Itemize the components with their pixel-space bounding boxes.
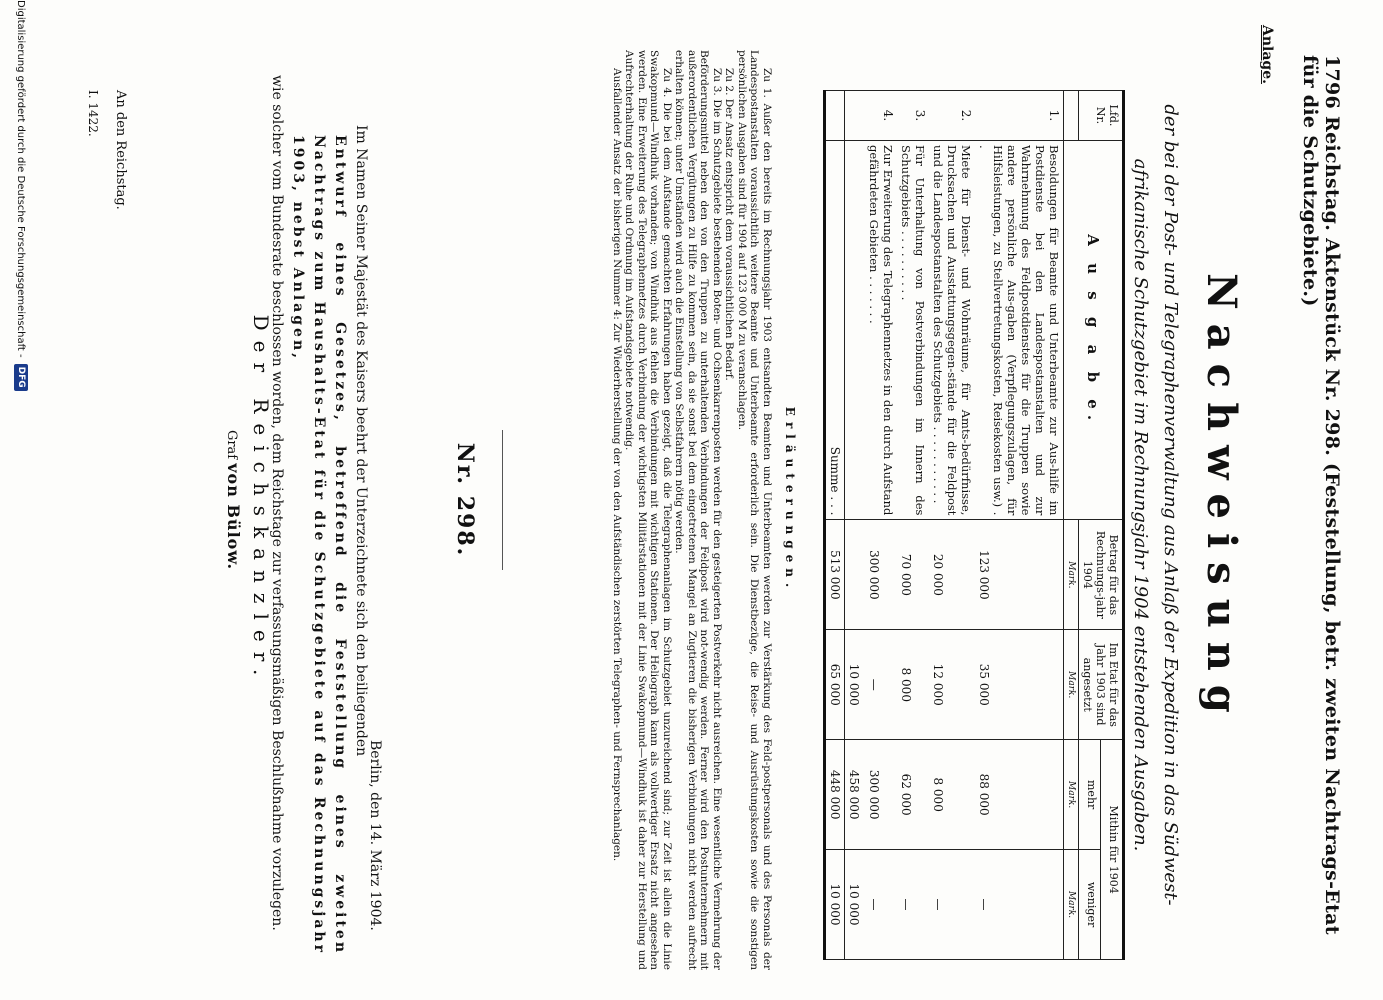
table-row	[929, 91, 975, 960]
erlaeuterung-paragraph: Zu 4. Die bei dem Aufstande gemachten Erfahrungen haben gezeigt, daß die Telegraphenanlagen im Schutzgebiet unzureichend sind; zur Zeit ist allein die Linie Swakopmund—Windhuk vorhanden; von Windhuk aus fehlen die Verbindungen mit wichtigen Stationen. Der Heliograph kann als vollwertiger Ersatz nicht angesehen werden. Eine Erweiterung des Telegraphennetzes durch Verbindung der wichtigsten Militärstationen mit der Linie Swakopmund—Windhuk ist daher zur Herstellung und Aufrechterhaltung der Ruhe und Ordnung im Aufstandsgebiete notwendig.	[623, 50, 673, 970]
row-weniger: —	[865, 850, 897, 960]
subtotal-mehr: 458 000	[845, 740, 866, 850]
place-date: Berlin, den 14. März 1904.	[367, 740, 383, 931]
row-betrag: 123 000	[975, 520, 1064, 630]
unit-label	[1064, 91, 1079, 141]
letter-paragraph: wie solcher vom Bundesrate beschlossen worden, dem Reichstage zur verfassungsmäßigen Beschlußnahme vorzulegen.	[269, 75, 285, 931]
col-header-mithin: Mithin für 1904	[1100, 740, 1123, 960]
sum-etat: 65 000	[825, 630, 845, 740]
empty-cell	[845, 140, 866, 519]
row-weniger: —	[929, 850, 975, 960]
row-weniger: —	[897, 850, 929, 960]
file-reference: I. 1422.	[86, 90, 100, 137]
table-row	[897, 91, 929, 960]
empty-cell	[845, 520, 866, 630]
document-subtitle: der bei der Post- und Telegraphenverwaltung aus Anlaß der Expedition in das Südwest-afrikanische Schutzgebiet im Rechnungsjahr 1904 entstehenden Ausgaben.	[1130, 104, 1181, 906]
row-number: 4.	[865, 91, 897, 141]
dfg-logo-icon: DFG	[14, 364, 28, 391]
subtotal-row	[845, 91, 866, 960]
table-row	[865, 91, 897, 960]
row-description: Für Unterhaltung von Postverbindungen im Innern des Schutzgebiets . . . . . . . . . .	[897, 140, 929, 519]
row-mehr: 8 000	[929, 740, 975, 850]
section-divider	[502, 430, 503, 570]
letter-paragraph: Entwurf eines Gesetzes, betreffend die Feststellung eines zweiten Nachtrags zum Haushalts-Etat für die Schutzgebiete auf das Rechnungsjahr 1903, nebst Anlagen,	[290, 135, 348, 955]
sum-weniger: 10 000	[825, 850, 845, 960]
signature	[224, 0, 243, 1000]
digitization-credit	[14, 0, 28, 1000]
col-header-etat: Im Etat für das Jahr 1903 sind angesetzt	[1079, 630, 1124, 740]
row-mehr: 300 000	[865, 740, 897, 850]
running-header: 1796 Reichstag. Aktenstück Nr. 298. (Feststellung, betr. zweiten Nachtrags-Etat für die Schutzgebiete.)	[1299, 55, 1343, 935]
letter-body	[266, 75, 371, 955]
anlage-label: Anlage.	[1259, 25, 1275, 85]
unit-label: Mark.	[1064, 630, 1079, 740]
credit-text: Digitalisierung gefördert durch die Deutsche Forschungsgemeinschaft -	[15, 0, 27, 358]
document-number: Nr. 298.	[452, 442, 478, 558]
row-description: Miete für Dienst- und Wohnräume, für Amts-bedürfnisse, Drucksachen und Ausstattungsgegen-stände für die Feldpost und die Landespostanstalten des Schutzgebiets . . . . . . . . . . .	[929, 140, 975, 519]
subtotal-weniger: 10 000	[845, 850, 866, 960]
unit-label: Mark.	[1064, 850, 1079, 960]
subtotal-etat: 10 000	[845, 630, 866, 740]
sum-mehr: 448 000	[825, 740, 845, 850]
reichskanzler-title: Der Reichskanzler.	[249, 314, 273, 686]
row-etat: 8 000	[897, 630, 929, 740]
row-number: 2.	[929, 91, 975, 141]
erlaeuterung-paragraph: Zu 1. Außer den bereits im Rechnungsjahr 1903 entsandten Beamten und Unterbeamten werden zur Verstärkung des Feld-postpersonals und des Personals der Landespostanstalten voraussichtlich weitere Beamte und Unterbeamte erforderlich sein. Die Dienstbezüge, die Reise- und Ausrüstungskosten sowie die sonstigen persönlichen Ausgaben sind für 1904 auf 123 000 M zu veranschlagen.	[736, 50, 773, 970]
sum-label: Summe . . .	[825, 140, 845, 519]
addressee: An den Reichstag.	[113, 90, 128, 210]
row-number: 3.	[897, 91, 929, 141]
sum-row	[825, 91, 845, 960]
signature-name: von Bülow.	[224, 463, 243, 571]
col-header-weniger: weniger	[1079, 850, 1101, 960]
col-header-mehr: mehr	[1079, 740, 1101, 850]
signature-prefix: Graf	[224, 429, 239, 460]
row-mehr: 62 000	[897, 740, 929, 850]
col-header-betrag: Betrag für das Rechnungs-jahr 1904	[1079, 520, 1124, 630]
row-betrag: 70 000	[897, 520, 929, 630]
document-title: Nachweisung	[1198, 273, 1245, 727]
erlaeuterung-paragraph: Ausfallender Ansatz der bisherigen Nummer 4: Zur Wiederherstellung der von den Aufständischen zerstörten Telegraphen- und Fernsprechanlagen.	[611, 68, 623, 862]
erlaeuterungen-body	[611, 50, 774, 970]
row-weniger: —	[975, 850, 1064, 960]
empty-cell	[825, 91, 845, 141]
unit-label: Mark.	[1064, 740, 1079, 850]
unit-label: Mark.	[1064, 520, 1079, 630]
col-header-ausgabe: A u s g a b e.	[1064, 140, 1124, 519]
row-description: Besoldungen für Beamte und Unterbeamte zur Aus-hilfe im Postdienste bei den Landespostanstalten und zur Wahrnehmung des Feldpostdienstes für die Truppen sowie andere persönliche Aus-gaben (Verpflegungszulagen, für Hilfsleistungen, zu Stellvertretungskosten, Reisekosten usw.) . .	[975, 140, 1064, 519]
row-etat: 35 000	[975, 630, 1064, 740]
sum-betrag: 513 000	[825, 520, 845, 630]
erlaeuterung-paragraph: Zu 2. Der Ansatz entspricht dem voraussichtlichen Bedarf.	[723, 68, 736, 381]
col-header-lfd: Lfd. Nr.	[1079, 91, 1124, 141]
empty-cell	[845, 91, 866, 141]
row-description: Zur Erweiterung des Telegraphennetzes in den durch Aufstand gefährdeten Gebieten . . . . . . .	[865, 140, 897, 519]
row-number: 1.	[975, 91, 1064, 141]
letter-paragraph: Im Namen Seiner Majestät des Kaisers beehrt der Unterzeichnete sich den beiliegenden	[353, 125, 369, 757]
row-betrag: 20 000	[929, 520, 975, 630]
row-etat: —	[865, 630, 897, 740]
row-betrag: 300 000	[865, 520, 897, 630]
row-etat: 12 000	[929, 630, 975, 740]
table-row	[975, 91, 1064, 960]
erlaeuterungen-title: Erläuterungen.	[783, 406, 797, 594]
erlaeuterung-paragraph: Zu 3. Die im Schutzgebiete bestehenden Boten- und Ochsenkarrenposten werden für den gesteigerten Postverkehr nicht ausreichen. Eine wesentliche Vermehrung der Beförderungsmittel neben den von den Truppen zu unterhaltenden Verbindungen der Feldpost wird not-wendig werden. Ferner wird den Postunternehmern mit außerordentlichen Vergütungen zu Hilfe zu kommen sein, da sie sonst bei dem eingetretenen Mangel an Zugtieren die bisherigen Verbindungen nicht werden aufrecht erhalten können; unter Umständen wird auch die Einstellung von Selbstfahrern nötig werden.	[673, 50, 723, 970]
expenditure-table	[823, 90, 1125, 960]
row-mehr: 88 000	[975, 740, 1064, 850]
